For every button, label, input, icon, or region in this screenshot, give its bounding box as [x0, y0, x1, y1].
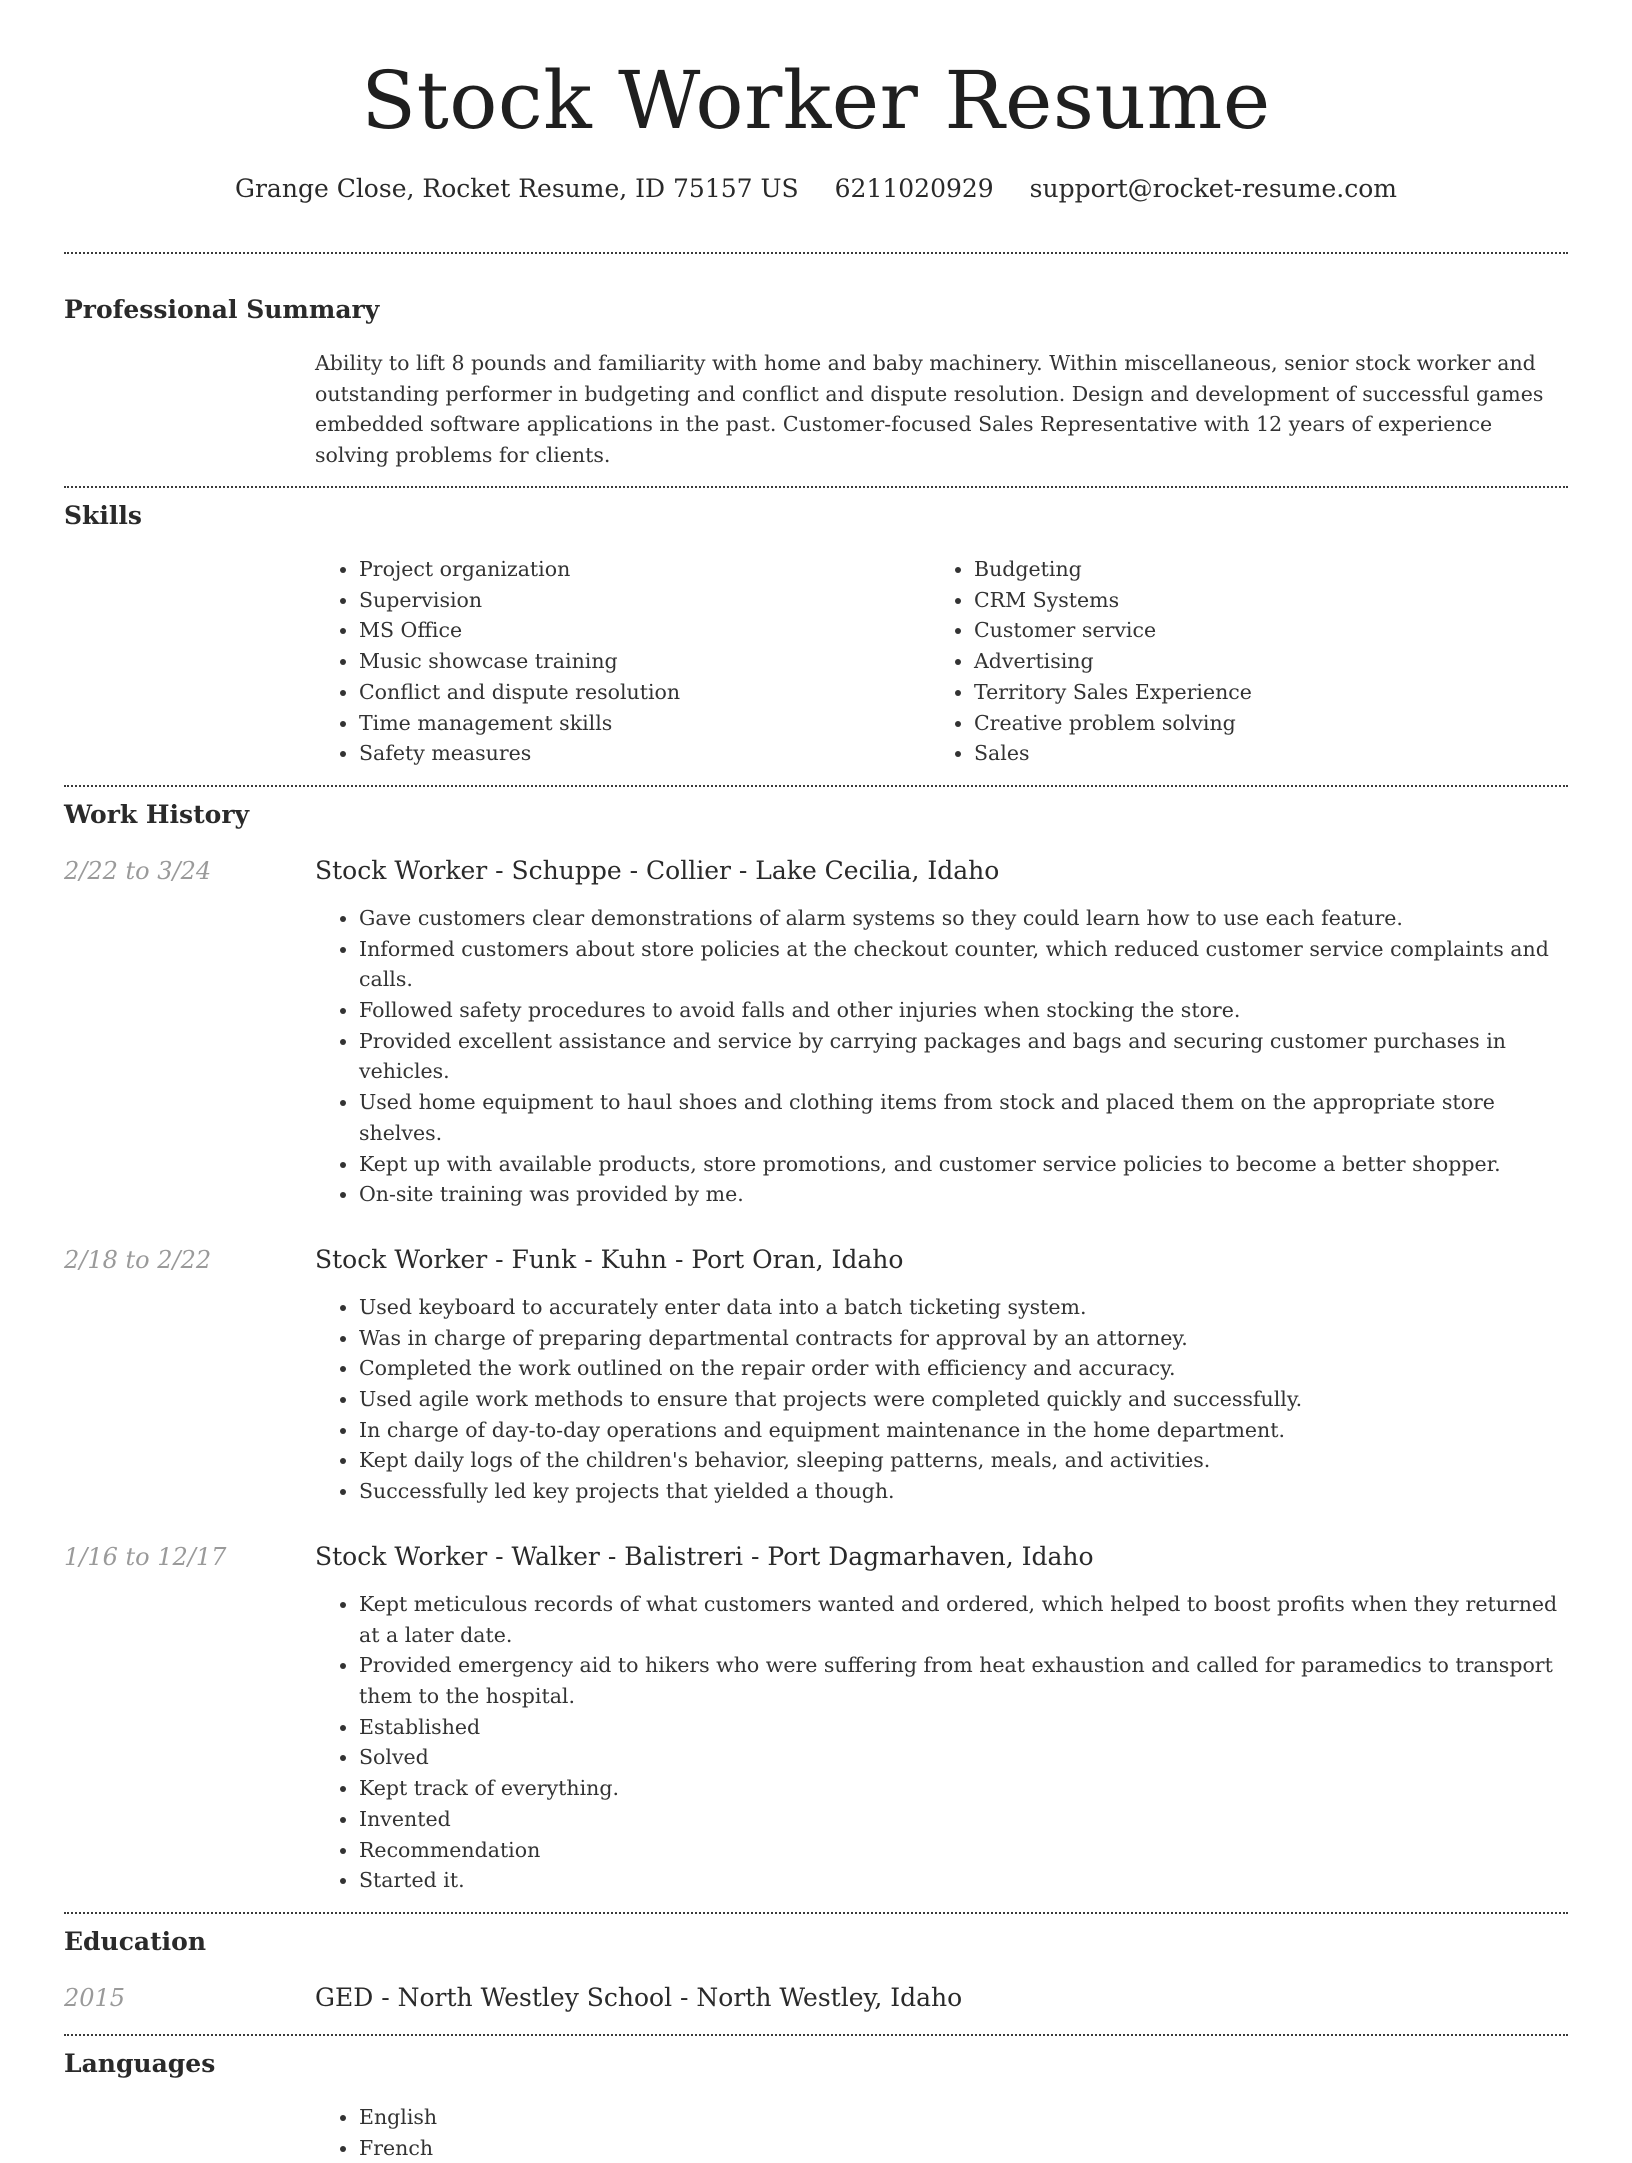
- job-bullets: [315, 903, 1568, 1210]
- skill-item: • Customer service: [974, 615, 1632, 646]
- contact-email: support@rocket-resume.com: [1029, 174, 1397, 203]
- skill-item: • Time management skills: [359, 708, 930, 739]
- skill-item: • Creative problem solving: [974, 708, 1632, 739]
- job-bullet: • Kept up with available products, store promotions, and customer service policies to become a better shopper.: [359, 1149, 1568, 1180]
- job-bullet: • On-site training was provided by me.: [359, 1179, 1568, 1210]
- job-dates: 1/16 to 12/17: [64, 1542, 227, 1571]
- job-entry: [64, 855, 1568, 1210]
- job-bullet: • Kept meticulous records of what customers wanted and ordered, which helped to boost profits when they returned at a later date.: [359, 1589, 1568, 1650]
- skill-item: • Project organization: [359, 554, 930, 585]
- skill-item: • Territory Sales Experience: [974, 677, 1632, 708]
- education-entry: [64, 1982, 1568, 2014]
- skill-item: • Safety measures: [359, 738, 930, 769]
- skill-item: • Budgeting: [974, 554, 1632, 585]
- languages-list: [315, 2102, 1568, 2163]
- work-heading: Work History: [64, 799, 250, 829]
- job-title: Stock Worker - Funk - Kuhn - Port Oran, Idaho: [315, 1244, 904, 1274]
- job-bullet: • Invented: [359, 1804, 1568, 1835]
- skill-item: • Supervision: [359, 585, 930, 616]
- job-bullet: • Used home equipment to haul shoes and clothing items from stock and placed them on the appropriate store shelves.: [359, 1087, 1568, 1148]
- summary-heading: Professional Summary: [64, 295, 380, 324]
- skills-column-left: [315, 554, 930, 769]
- languages-heading: Languages: [64, 2048, 216, 2078]
- job-dates: 2/18 to 2/22: [64, 1245, 212, 1274]
- skill-item: • CRM Systems: [974, 585, 1632, 616]
- job-bullet: • Provided emergency aid to hikers who were suffering from heat exhaustion and called for paramedics to transport them to the hospital.: [359, 1650, 1568, 1711]
- language-item: • French: [359, 2133, 1568, 2163]
- job-bullet: • Kept track of everything.: [359, 1773, 1568, 1804]
- skill-item: • MS Office: [359, 615, 930, 646]
- skills-column-right: [930, 554, 1632, 769]
- job-bullet: • Used agile work methods to ensure that projects were completed quickly and successfully.: [359, 1384, 1568, 1415]
- job-bullet: • Started it.: [359, 1865, 1568, 1896]
- skill-item: • Music showcase training: [359, 646, 930, 677]
- job-bullet: • Provided excellent assistance and service by carrying packages and bags and securing customer purchases in vehicles.: [359, 1026, 1568, 1087]
- skills-list: [315, 554, 1568, 769]
- education-year: 2015: [64, 1983, 126, 2012]
- job-bullet: • Kept daily logs of the children's behavior, sleeping patterns, meals, and activities.: [359, 1445, 1568, 1476]
- job-bullet: • Solved: [359, 1742, 1568, 1773]
- contact-address: Grange Close, Rocket Resume, ID 75157 US: [235, 174, 799, 203]
- job-title: Stock Worker - Walker - Balistreri - Port Dagmarhaven, Idaho: [315, 1541, 1094, 1571]
- resume-title: Stock Worker Resume: [361, 54, 1271, 147]
- job-title: Stock Worker - Schuppe - Collier - Lake Cecilia, Idaho: [315, 855, 1000, 885]
- job-bullet: • Completed the work outlined on the repair order with efficiency and accuracy.: [359, 1353, 1568, 1384]
- skill-item: • Advertising: [974, 646, 1632, 677]
- job-bullet: • Recommendation: [359, 1835, 1568, 1866]
- language-item: • English: [359, 2102, 1568, 2133]
- job-bullets: [315, 1292, 1568, 1507]
- job-bullet: • Established: [359, 1712, 1568, 1743]
- job-bullet: • Gave customers clear demonstrations of alarm systems so they could learn how to use each feature.: [359, 903, 1568, 934]
- job-dates: 2/22 to 3/24: [64, 856, 212, 885]
- job-bullet: • Was in charge of preparing departmental contracts for approval by an attorney.: [359, 1323, 1568, 1354]
- education-title: GED - North Westley School - North Westley, Idaho: [315, 1982, 963, 2012]
- contact-phone: 6211020929: [834, 174, 994, 203]
- education-heading: Education: [64, 1926, 207, 1956]
- job-bullet: • Used keyboard to accurately enter data into a batch ticketing system.: [359, 1292, 1568, 1323]
- job-bullet: • Followed safety procedures to avoid falls and other injuries when stocking the store.: [359, 995, 1568, 1026]
- job-entry: [64, 1541, 1568, 1896]
- contact-line: [64, 172, 1568, 206]
- skills-heading: Skills: [64, 501, 142, 530]
- job-bullet: • In charge of day-to-day operations and equipment maintenance in the home department.: [359, 1415, 1568, 1446]
- job-bullets: [315, 1589, 1568, 1896]
- summary-text: Ability to lift 8 pounds and familiarity with home and baby machinery. Within miscellaneous, senior stock worker and outstanding performer in budgeting and conflict and dispute resolution. Design and development of successful games embedded software applications in the past. Customer-focused Sales Representative with 12 years of experience solving problems for clients.: [315, 351, 1544, 467]
- job-bullet: • Informed customers about store policies at the checkout counter, which reduced customer service complaints and calls.: [359, 934, 1568, 995]
- skill-item: • Sales: [974, 738, 1632, 769]
- job-bullet: • Successfully led key projects that yielded a though.: [359, 1476, 1568, 1507]
- skill-item: • Conflict and dispute resolution: [359, 677, 930, 708]
- resume-page: [64, 0, 1568, 2163]
- job-entry: [64, 1244, 1568, 1507]
